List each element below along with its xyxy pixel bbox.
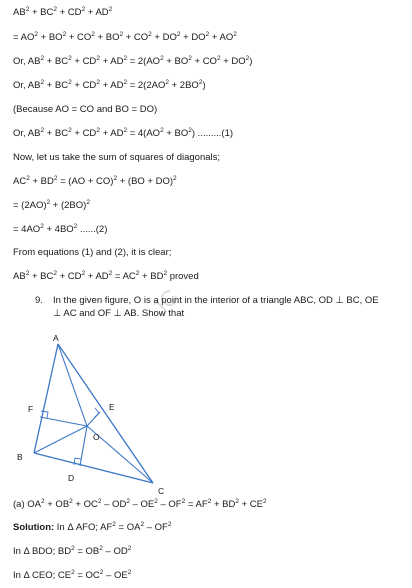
eq-line-8: $AC^2 + BD^2 = (AO + CO)^2 + (BO + DO)^2$ (13, 175, 177, 187)
eq-line-7: Now, let us take the sum of squares of diagonals; (13, 152, 221, 163)
eq-line-1: $AB^2 + BC^2 + CD^2 + AD^2$ (13, 6, 113, 18)
eq-line-5: (Because AO = CO and BO = DO) (13, 104, 158, 115)
solution-line (13, 522, 171, 535)
question-line-1: In the given figure, O is a point in the interior of a triangle ABC, OD ⊥ BC, OE (53, 295, 379, 306)
bdo-line: In Δ BDO; $BD^2 = OB^2 - OD^2$ (13, 545, 132, 557)
label-b: B (17, 452, 23, 462)
eq-line-6: Or, $AB^2 + BC^2 + CD^2 + AD^2 = 4(AO^2 + BO^2)$ .........(1) (13, 127, 234, 139)
label-c: C (158, 486, 165, 496)
eq-line-3: Or, $AB^2 + BC^2 + CD^2 + AD^2 = 2(AO^2 + BO^2 + CO^2 + DO^2)$ (13, 55, 253, 67)
segment-oa (58, 344, 87, 426)
side-ab (34, 344, 58, 453)
label-f: F (28, 404, 34, 414)
eq-line-12: $AB^2 + BC^2 + CD^2 + AD^2 = AC^2 + BD^2$ proved (13, 270, 199, 282)
segment-ob (34, 426, 87, 453)
eq-line-11: From equations (1) and (2), it is clear; (13, 247, 172, 258)
eq-line-10: = $4AO^2 + 4BO^2$ ......(2) (13, 223, 108, 235)
question-number: 9. (35, 295, 43, 306)
label-o: O (93, 432, 100, 442)
ceo-line: In Δ CEO; $CE^2 = OC^2 - OE^2$ (13, 569, 132, 581)
eq-line-9: = $(2AO)^2 + (2BO)^2$ (13, 199, 90, 211)
solution-text: In Δ AFO; $AF^2 = OA^2 - OF^2$ (56, 521, 172, 533)
eq-line-4: Or, $AB^2 + BC^2 + CD^2 + AD^2 = 2(2AO^2 + 2BO^2)$ (13, 79, 206, 91)
question-line-2: ⊥ AC and OF ⊥ AB. Show that (53, 308, 185, 319)
part-a: (a) $OA^2 + OB^2 + OC^2 - OD^2 - OE^2 - OF^2 = AF^2 + BD^2 + CE^2$ (13, 498, 267, 510)
label-e: E (109, 402, 115, 412)
watermark: JC (146, 284, 184, 322)
eq-line-2: = $AO^2 + BO^2 + CO^2 + BO^2 + CO^2 + DO^2 + DO^2 + AO^2$ (13, 31, 237, 43)
solution-label: Solution: (13, 522, 55, 533)
label-d: D (68, 473, 75, 483)
segment-of (40, 417, 87, 426)
segment-od (80, 426, 87, 466)
label-a: A (53, 333, 59, 343)
